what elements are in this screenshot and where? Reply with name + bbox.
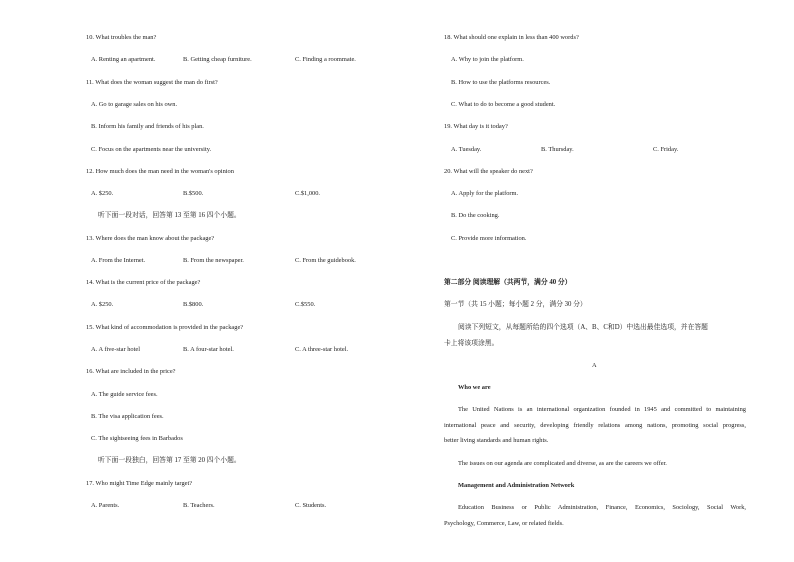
question-13-option-c: C. From the guidebook. <box>295 257 356 264</box>
section-one-heading: 第一节（共 15 小题；每小题 2 分，满分 30 分） <box>444 301 587 308</box>
paragraph-1-line-3: better living standards and human rights. <box>444 437 549 444</box>
question-17-option-a: A. Parents. <box>91 502 120 509</box>
question-20-stem: 20. What will the speaker do next? <box>444 168 533 175</box>
question-15-stem: 15. What kind of accommodation is provided in the package? <box>86 324 244 331</box>
question-11-option-c: C. Focus on the apartments near the university. <box>91 146 212 153</box>
question-18-option-a: A. Why to join the platform. <box>451 56 524 63</box>
question-17-option-c: C. Students. <box>295 502 327 509</box>
paragraph-3-line-2: Psychology, Commerce, Law, or related fields. <box>444 520 564 527</box>
reading-instruction-line-1: 阅读下列短文，从每题所给的四个选项（A、B、C和D）中选出最佳选项，并在答题 <box>458 324 708 331</box>
question-18-option-c: C. What to do to become a good student. <box>451 101 556 108</box>
listening-instruction-13-16: 听下面一段对话，回答第 13 至第 16 四个小题。 <box>98 212 241 219</box>
part-two-heading: 第二部分 阅读理解（共两节，满分 40 分） <box>444 279 572 286</box>
question-15-option-c: C. A three-star hotel. <box>295 346 349 353</box>
question-16-stem: 16. What are included in the price? <box>86 368 176 375</box>
passage-letter: A <box>592 362 597 369</box>
question-13-stem: 13. Where does the man know about the package? <box>86 235 215 242</box>
question-18-stem: 18. What should one explain in less than 400 words? <box>444 34 579 41</box>
question-10-option-a: A. Renting an apartment. <box>91 56 156 63</box>
question-17-stem: 17. Who might Time Edge mainly target? <box>86 480 193 487</box>
question-20-option-a: A. Apply for the platform. <box>451 190 519 197</box>
management-heading: Management and Administration Network <box>458 482 575 489</box>
listening-instruction-17-20: 听下面一段独白，回答第 17 至第 20 四个小题。 <box>98 457 241 464</box>
reading-instruction-line-2: 卡上将该项涂黑。 <box>444 340 499 347</box>
question-19-option-c: C. Friday. <box>653 146 679 153</box>
question-11-option-a: A. Go to garage sales on his own. <box>91 101 178 108</box>
question-19-option-b: B. Thursday. <box>541 146 574 153</box>
question-14-option-b: B.$800. <box>183 301 204 308</box>
question-14-stem: 14. What is the current price of the package? <box>86 279 201 286</box>
question-18-option-b: B. How to use the platforms resources. <box>451 79 551 86</box>
question-19-option-a: A. Tuesday. <box>451 146 482 153</box>
question-17-option-b: B. Teachers. <box>183 502 215 509</box>
question-12-stem: 12. How much does the man need in the woman's opinion <box>86 168 234 175</box>
question-12-option-b: B.$500. <box>183 190 204 197</box>
question-20-option-b: B. Do the cooking. <box>451 212 500 219</box>
paragraph-2: The issues on our agenda are complicated and diverse, as are the careers we offer. <box>458 460 667 467</box>
question-13-option-b: B. From the newspaper. <box>183 257 244 264</box>
question-11-stem: 11. What does the woman suggest the man do first? <box>86 79 218 86</box>
question-16-option-a: A. The guide service fees. <box>91 391 158 398</box>
question-10-option-b: B. Getting cheap furniture. <box>183 56 252 63</box>
paragraph-1-line-1: The United Nations is an international organization founded in 1945 and committed to maintaining <box>458 406 746 413</box>
question-15-option-a: A. A five-star hotel <box>91 346 140 353</box>
question-12-option-a: A. $250. <box>91 190 114 197</box>
who-we-are-heading: Who we are <box>458 384 491 391</box>
question-11-option-b: B. Inform his family and friends of his plan. <box>91 123 204 130</box>
paragraph-3-line-1: Education Business or Public Administration, Finance, Economics, Sociology, Social Work, <box>458 504 746 511</box>
question-20-option-c: C. Provide more information. <box>451 235 527 242</box>
question-16-option-c: C. The sightseeing fees in Barbados <box>91 435 183 442</box>
question-13-option-a: A. From the Internet. <box>91 257 146 264</box>
question-14-option-a: A. $250. <box>91 301 114 308</box>
question-15-option-b: B. A four-star hotel. <box>183 346 234 353</box>
question-10-stem: 10. What troubles the man? <box>86 34 157 41</box>
paragraph-1-line-2: international peace and security, developing friendly relations among nations, promoting social progress, <box>444 422 746 429</box>
question-12-option-c: C.$1,000. <box>295 190 321 197</box>
question-10-option-c: C. Finding a roommate. <box>295 56 356 63</box>
question-14-option-c: C.$550. <box>295 301 316 308</box>
question-19-stem: 19. What day is it today? <box>444 123 508 130</box>
question-16-option-b: B. The visa application fees. <box>91 413 164 420</box>
